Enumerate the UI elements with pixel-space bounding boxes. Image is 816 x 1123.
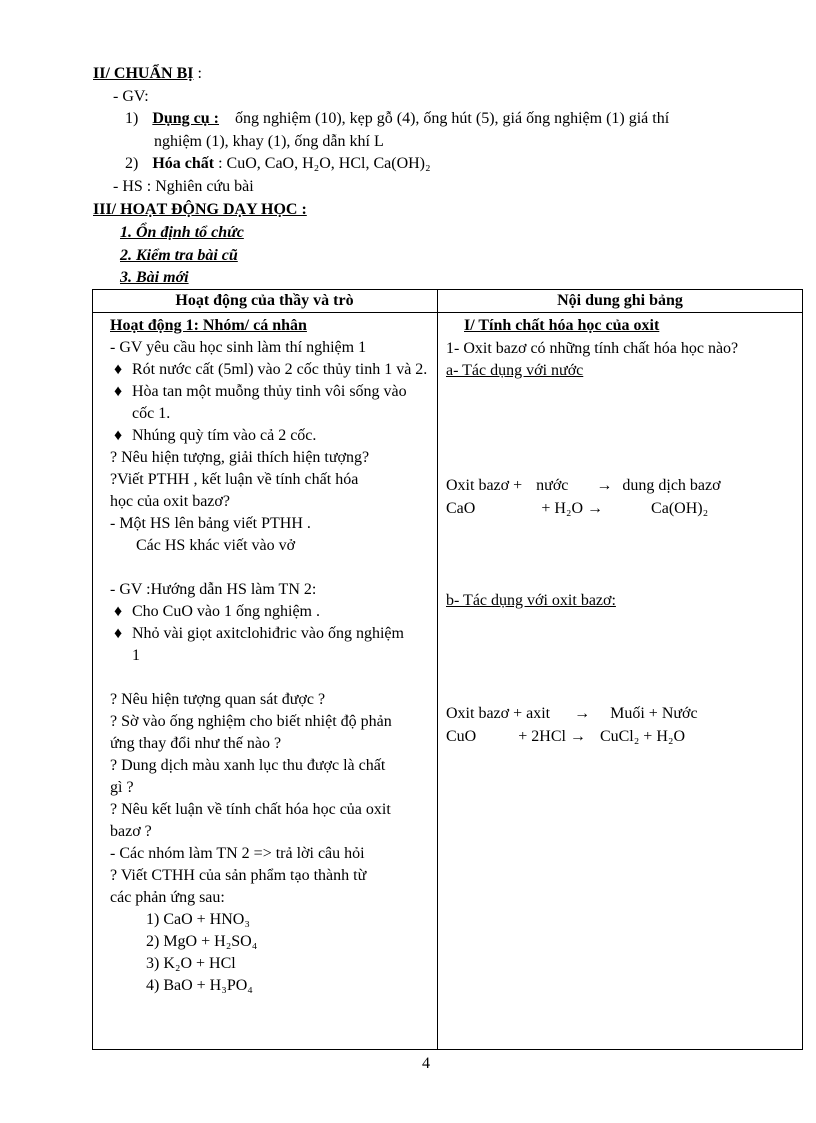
activity-item-1: 1. Ổn định tổ chức xyxy=(120,224,244,241)
bullet-item: ♦ Nhúng quỳ tím vào cả 2 cốc. xyxy=(110,425,430,447)
prep-heading-line xyxy=(93,63,202,85)
activities-heading: III/ HOẠT ĐỘNG DẠY HỌC : xyxy=(93,201,307,218)
question: ? Dung dịch màu xanh lục thu được là chất xyxy=(110,757,386,774)
left-column-header: Hoạt động của thầy và trò xyxy=(175,292,354,309)
subsection-b: b- Tác dụng với oxit bazơ: xyxy=(446,592,616,609)
bullet-item: ♦ Hòa tan một muỗng thủy tinh vôi sống vào cốc 1. xyxy=(110,381,430,425)
reaction-item: 2) MgO + H₂SO₄ xyxy=(146,933,258,950)
eq2-product: Ca(OH)₂ xyxy=(651,500,709,517)
chemicals-label: Hóa chất xyxy=(152,155,215,172)
reaction-item: 4) BaO + H₃PO₄ xyxy=(146,977,253,994)
reaction-item: 1) CaO + HNO₃ xyxy=(146,911,250,928)
bullet-item: ♦ Nhỏ vài giọt axitclohiđric vào ống nghiệm 1 xyxy=(110,623,412,667)
left-line: - Các nhóm làm TN 2 => trả lời câu hỏi xyxy=(110,845,365,862)
question-continued: học của oxit bazơ? xyxy=(110,493,230,510)
chemicals-line xyxy=(125,153,431,175)
section-title: I/ Tính chất hóa học của oxit xyxy=(464,317,660,334)
activity-item-3: 3. Bài mới xyxy=(120,269,189,286)
eq1-lhs: Oxit bazơ + xyxy=(446,477,523,494)
right-column-header: Nội dung ghi bảng xyxy=(557,292,683,309)
tools-text: ống nghiệm (10), kẹp gỗ (4), ống hút (5), giá ống nghiệm (1) giá thí xyxy=(235,110,670,127)
activity-1-title: Hoạt động 1: Nhóm/ cá nhân xyxy=(110,317,307,334)
gv-label: - GV: xyxy=(113,88,149,105)
prep-heading: II/ CHUẨN BỊ xyxy=(93,65,194,82)
eq4-product: CuCl₂ + H₂O xyxy=(599,728,686,745)
chemicals-text: : CuO, CaO, H₂O, HCl, Ca(OH)₂ xyxy=(218,155,431,172)
question: ? Sờ vào ống nghiệm cho biết nhiệt độ phản xyxy=(110,713,392,730)
left-column xyxy=(110,315,430,997)
chemicals-number: 2) xyxy=(125,155,139,172)
bullet-item: ♦ Rót nước cất (5ml) vào 2 cốc thủy tinh 1 và 2. xyxy=(110,359,430,381)
left-line: Các HS khác viết vào vở xyxy=(136,537,296,554)
hs-line: - HS : Nghiên cứu bài xyxy=(113,178,254,195)
table-column-divider xyxy=(437,289,438,1050)
tools-number: 1) xyxy=(125,110,139,127)
eq4-middle: + 2HCl → xyxy=(518,728,586,745)
reaction-item: 3) K₂O + HCl xyxy=(146,955,236,972)
question: ? Nêu kết luận về tính chất hóa học của oxit xyxy=(110,801,391,818)
question-continued: ứng thay đổi như thế nào ? xyxy=(110,735,282,752)
question: ? Nêu hiện tượng, giải thích hiện tượng? xyxy=(110,449,370,466)
question: ? Nêu hiện tượng quan sát được ? xyxy=(110,691,326,708)
equation-general-acid xyxy=(446,703,698,725)
subsection-a: a- Tác dụng với nước xyxy=(446,362,584,379)
equation-general-water xyxy=(446,475,721,497)
page-number: 4 xyxy=(422,1055,430,1072)
arrow-icon: → xyxy=(596,477,613,494)
eq3-product: Muối + Nước xyxy=(610,705,698,722)
question-continued: gì ? xyxy=(110,779,134,796)
left-line: - Một HS lên bảng viết PTHH . xyxy=(110,515,311,532)
equation-cuo-hcl xyxy=(446,726,685,748)
eq1-water: nước xyxy=(536,477,569,494)
tools-label: Dụng cụ : xyxy=(152,110,220,127)
question-continued: bazơ ? xyxy=(110,823,152,840)
eq3-lhs: Oxit bazơ + axit xyxy=(446,705,551,722)
eq1-product: dung dịch bazơ xyxy=(622,477,721,494)
arrow-icon: → xyxy=(574,705,591,722)
spacer xyxy=(110,667,430,689)
eq4-reactant: CuO xyxy=(446,728,477,745)
left-line: - GV yêu cầu học sinh làm thí nghiệm 1 xyxy=(110,339,367,356)
tools-line xyxy=(125,108,669,130)
subsection-1: 1- Oxit bazơ có những tính chất hóa học nào? xyxy=(446,340,739,357)
prep-heading-colon: : xyxy=(193,65,202,82)
bullet-item: ♦ Cho CuO vào 1 ống nghiệm . xyxy=(110,601,430,623)
question-continued: các phản ứng sau: xyxy=(110,889,225,906)
left-line: - GV :Hướng dẫn HS làm TN 2: xyxy=(110,581,317,598)
tools-text-continued: nghiệm (1), khay (1), ống dẫn khí L xyxy=(154,133,384,150)
equation-cao-water xyxy=(446,498,708,520)
table-header-divider xyxy=(92,312,803,313)
question: ?Viết PTHH , kết luận về tính chất hóa xyxy=(110,471,359,488)
spacer xyxy=(110,557,430,579)
question: ? Viết CTHH của sản phẩm tạo thành từ xyxy=(110,867,367,884)
activity-item-2: 2. Kiểm tra bài cũ xyxy=(120,247,238,264)
eq2-reactant: CaO xyxy=(446,500,476,517)
eq2-middle: + H₂O → xyxy=(541,500,604,517)
